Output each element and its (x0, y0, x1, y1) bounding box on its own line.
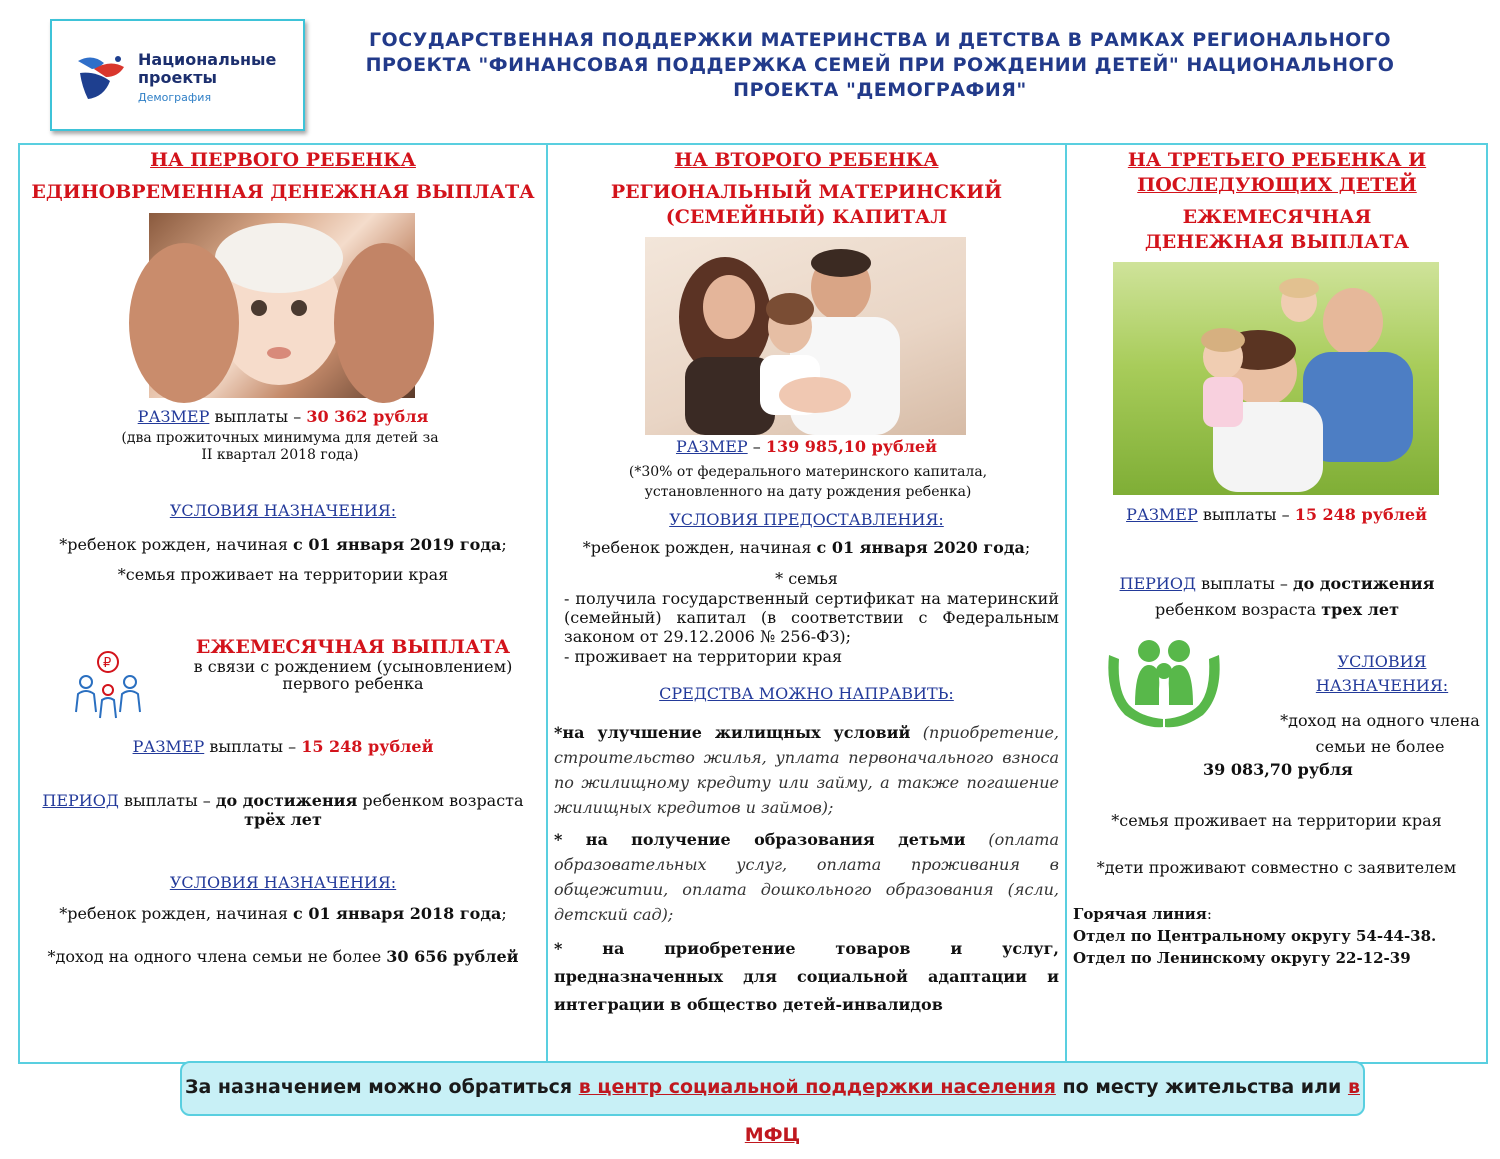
col1-period (30, 791, 536, 829)
col2-f2-bold: * на получение образования детьми (554, 830, 966, 849)
col1-period-text2: ребенком возраста (357, 791, 524, 810)
col1-c2-1-post: ; (501, 904, 507, 923)
col1-cond1 (20, 535, 546, 555)
col3-size-label: РАЗМЕР (1126, 505, 1198, 524)
col2-funds-title: СРЕДСТВА МОЖНО НАПРАВИТЬ: (659, 684, 954, 703)
col1-heading: НА ПЕРВОГО РЕБЕНКА (150, 149, 416, 171)
col2-size-value: 139 985,10 рублей (765, 437, 938, 456)
national-projects-logo-icon (74, 47, 130, 105)
banner-pre: За назначением можно обратиться (185, 1076, 579, 1098)
col3-size-text: выплаты – (1197, 505, 1295, 524)
col3-period-label: ПЕРИОД (1119, 574, 1197, 593)
svg-text:₽: ₽ (103, 656, 112, 671)
col2-size-text: – (747, 437, 766, 456)
parents-baby-photo (149, 213, 415, 398)
col2-funds-1 (554, 720, 1059, 820)
col1-c2-2-bold: 30 656 рублей (386, 947, 519, 966)
hotline-lenin: Отдел по Ленинскому округу 22-12-39 (1073, 949, 1411, 967)
page-title: ГОСУДАРСТВЕННАЯ ПОДДЕРЖКИ МАТЕРИНСТВА И ДЕТСТВА В РАМКАХ РЕГИОНАЛЬНОГО ПРОЕКТА "ФИНАНСОВАЯ ПОДДЕРЖКА СЕМЕЙ ПРИ РОЖДЕНИИ ДЕТЕЙ" НАЦИОНАЛЬНОГО ПРОЕКТА "ДЕМОГРАФИЯ" (365, 29, 1395, 101)
col1-m-size-text: выплаты – (204, 737, 302, 756)
col3-period-text2: ребенком возраста (1155, 600, 1322, 619)
col2-subheading: РЕГИОНАЛЬНЫЙ МАТЕРИНСКИЙ (СЕМЕЙНЫЙ) КАПИТАЛ (610, 181, 1003, 228)
col3-cond-title: УСЛОВИЯ НАЗНАЧЕНИЯ: (1315, 652, 1449, 695)
logo-line2: проекты (138, 68, 217, 87)
col3-cond1-value: 39 083,70 рубля (1203, 760, 1353, 779)
col2-cond-title: УСЛОВИЯ ПРЕДОСТАВЛЕНИЯ: (669, 510, 944, 529)
col1-m-size-value: 15 248 рублей (301, 737, 434, 756)
col1-cond1-bold: с 01 января 2019 года (293, 535, 502, 554)
col2-cond1-pre: *ребенок рожден, начиная (582, 538, 817, 557)
col3-cond1: *доход на одного члена семьи не более (1280, 711, 1480, 756)
col2-size-line (548, 437, 1065, 457)
col2-f3-bold: * на приобретение товаров и услуг, предназначенных для социальной адаптации и интеграции в общество детей-инвалидов (554, 939, 1059, 1014)
family-ruble-icon (72, 650, 144, 722)
col3-cond2: *семья проживает на территории края (1111, 811, 1442, 830)
col1-c2-2-pre: *доход на одного члена семьи не более (47, 947, 387, 966)
logo-line1: Национальные (138, 50, 277, 69)
col1-monthly-sub: в связи с рождением (усыновлением) первого ребенка (193, 657, 513, 693)
col3-period-text1: выплаты – (1196, 574, 1293, 593)
col2-cond3: - получила государственный сертификат на материнский (семейный) капитал (в соответствии с Федеральным законом от 29.12.2006 № 256-ФЗ); (564, 589, 1059, 646)
column-divider (546, 143, 548, 1064)
col2-size-label: РАЗМЕР (675, 437, 748, 456)
col3-subheading: ЕЖЕМЕСЯЧНАЯ ДЕНЕЖНАЯ ВЫПЛАТА (1144, 206, 1410, 253)
col1-size-label: РАЗМЕР (137, 407, 210, 426)
col3-hotline (1073, 903, 1483, 969)
col1-c2-1-pre: *ребенок рожден, начиная (59, 904, 294, 923)
col1-period-text1: выплаты – (118, 791, 216, 810)
col1-size-note: (два прожиточных минимума для детей за II квартал 2018 года) (121, 430, 439, 463)
logo-title (138, 51, 276, 87)
col1-cond1-pre: *ребенок рожден, начиная (59, 535, 294, 554)
col3-cond3: *дети проживают совместно с заявителем (1096, 858, 1457, 877)
col1-period-bold1: до достижения (215, 791, 358, 810)
col3-period (1077, 571, 1477, 623)
col2-f1-ital: (приобретение, строительство жилья, уплата первоначального взноса по жилищному кредиту или займу, а также погашение жилищных кредитов и займов); (554, 723, 1060, 817)
col1-period-bold2: трёх лет (244, 810, 322, 829)
hotline-label: Горячая линия (1073, 905, 1207, 923)
banner-mid: по месту жительства или (1055, 1076, 1348, 1098)
col1-c2-1-bold: с 01 января 2018 года (293, 904, 502, 923)
col3-period-bold1: до достижения (1292, 574, 1435, 593)
col3-heading: НА ТРЕТЬЕГО РЕБЕНКА И ПОСЛЕДУЮЩИХ ДЕТЕЙ (1127, 149, 1427, 196)
hotline-central: Отдел по Центральному округу 54-44-38. (1073, 927, 1437, 945)
col1-m-size-label: РАЗМЕР (132, 737, 205, 756)
col1-cond2: *семья проживает на территории края (117, 565, 449, 584)
col1-cond2-title: УСЛОВИЯ НАЗНАЧЕНИЯ: (169, 873, 397, 892)
col2-funds-2 (554, 827, 1059, 927)
logo-box (50, 19, 305, 131)
col1-size-line (20, 407, 546, 427)
col1-monthly-size (20, 737, 546, 757)
col1-size-value: 30 362 рубля (306, 407, 429, 426)
hotline-colon: : (1206, 905, 1212, 923)
col2-size-note: (*30% от федерального материнского капитала, установленного на дату рождения ребенка) (628, 464, 988, 500)
col2-f2-ital: (оплата образовательных услуг, оплата проживания в общежитии, оплата дошкольного образования (ясли, детский сад); (554, 830, 1060, 924)
col1-subheading: ЕДИНОВРЕМЕННАЯ ДЕНЕЖНАЯ ВЫПЛАТА (31, 181, 535, 203)
col3-size-line (1067, 505, 1486, 525)
col2-cond1-post: ; (1024, 538, 1031, 557)
social-center-link[interactable]: в центр социальной поддержки населения (578, 1076, 1056, 1098)
col1-size-text: выплаты – (209, 407, 307, 426)
col1-period-label: ПЕРИОД (42, 791, 119, 810)
family-hands-icon (1105, 635, 1223, 731)
col2-cond1-bold: с 01 января 2020 года (816, 538, 1025, 557)
family-second-child-photo (645, 237, 966, 435)
mfc-link[interactable]: в МФЦ (744, 1076, 1360, 1146)
col2-cond4: - проживает на территории края (564, 647, 843, 666)
column-divider (1065, 143, 1067, 1064)
col1-c2-2 (20, 947, 546, 967)
col2-heading: НА ВТОРОГО РЕБЕНКА (674, 149, 939, 171)
col1-monthly-title: ЕЖЕМЕСЯЧНАЯ ВЫПЛАТА (195, 636, 511, 658)
col1-c2-1 (20, 904, 546, 924)
col3-size-value: 15 248 рублей (1294, 505, 1427, 524)
col2-funds-3 (554, 935, 1059, 1019)
col2-cond1 (548, 538, 1065, 558)
col1-cond1-post: ; (501, 535, 507, 554)
family-third-child-photo (1113, 262, 1439, 495)
col3-period-bold2: трех лет (1321, 600, 1399, 619)
logo-subtitle: Демография (138, 91, 212, 104)
col2-f1-bold: *на улучшение жилищных условий (554, 723, 911, 742)
contact-banner (180, 1061, 1365, 1146)
col2-cond2: * семья (775, 569, 838, 588)
col1-cond-title: УСЛОВИЯ НАЗНАЧЕНИЯ: (169, 501, 397, 520)
